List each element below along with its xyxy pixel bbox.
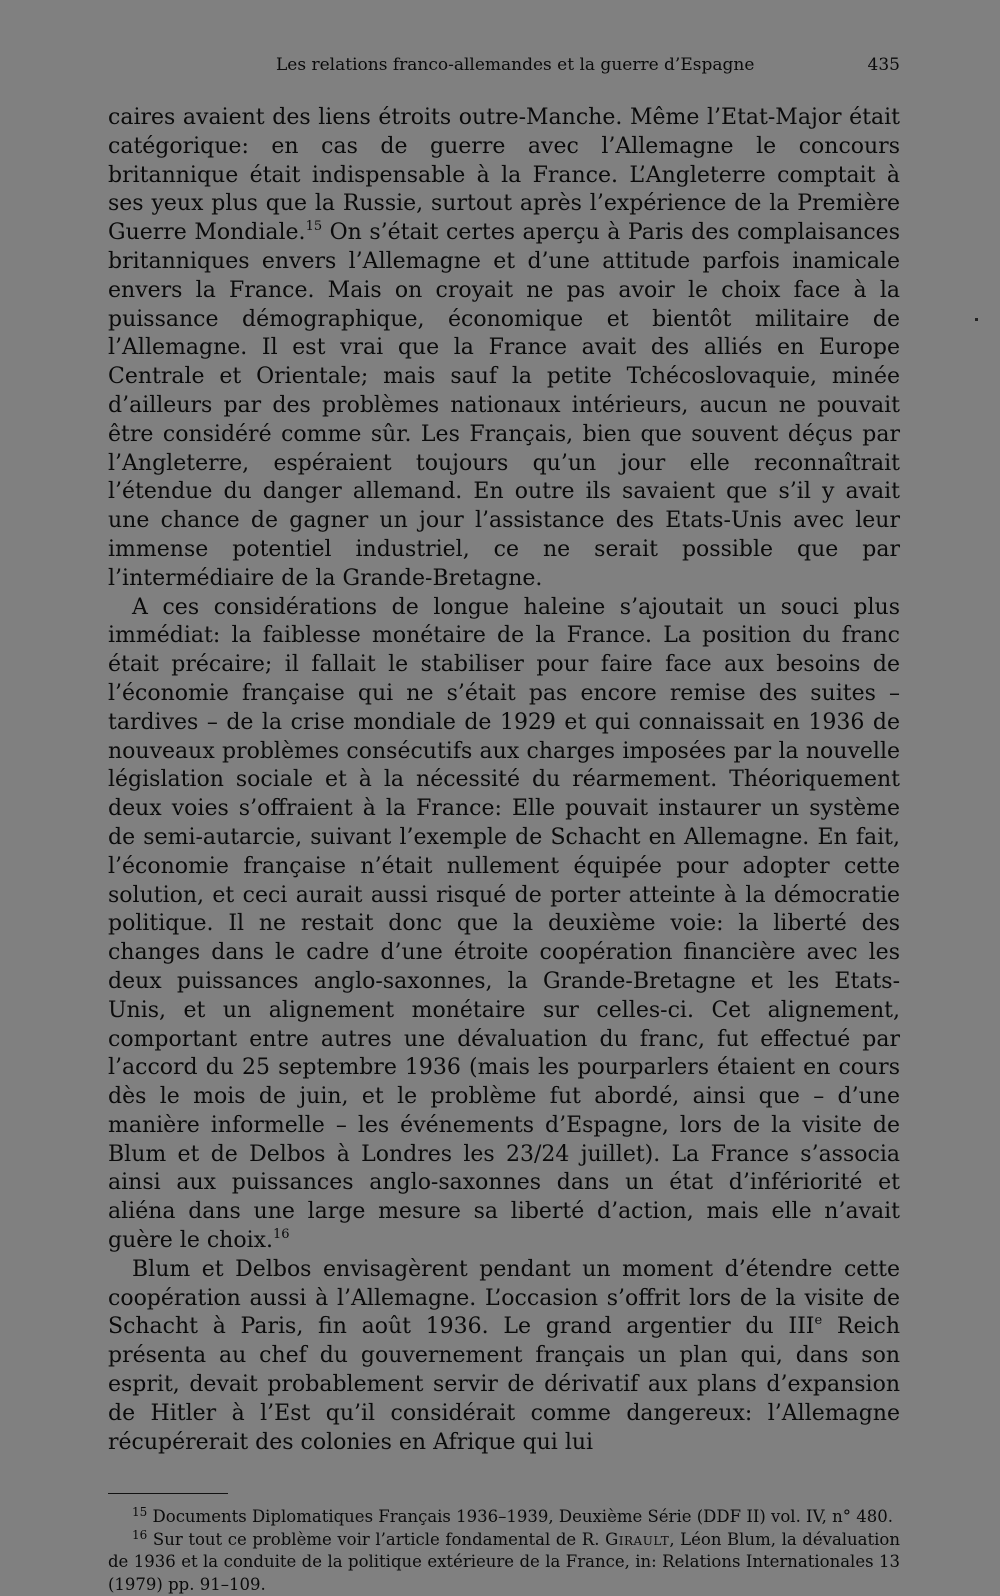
paragraph-2 bbox=[108, 594, 900, 1256]
footnote-ref-16[interactable]: 16 bbox=[273, 1227, 290, 1243]
paragraph-2-text: A ces considérations de longue haleine s’ajoutait un souci plus immédiat: la faiblesse monétaire de la France. La position du franc était précaire; il fallait le stabiliser pour faire face aux besoins de l’économie française qui ne s’était pas encore remise des suites – tardives – de la crise mondiale de 1929 et qui connaissait en 1936 de nouveaux problèmes consécutifs aux charges imposées par la nouvelle législation sociale et à la nécessité du réarmement. Théoriquement deux voies s’offraient à la France: Elle pouvait instaurer un système de semi-autarcie, suivant l’exemple de Schacht en Allemagne. En fait, l’économie française n’était nullement équipée pour adopter cette solution, et ceci aurait aussi risqué de porter atteinte à la démocratie politique. Il ne restait donc que la deuxième voie: la liberté des changes dans le cadre d’une étroite coopération financière avec les deux puissances anglo-saxonnes, la Grande-Bretagne et les Etats-Unis, et un alignement monétaire sur celles-ci. Cet alignement, comportant entre autres une dévaluation du franc, fut effectué par l’accord du 25 septembre 1936 (mais les pourparlers étaient en cours dès le mois de juin, et le problème fut abordé, ainsi que – d’une manière informelle – les événements d’Espagne, lors de la visite de Blum et de Delbos à Londres les 23/24 juillet). La France s’associa ainsi aux puissances anglo-saxonnes dans un état d’infériorité et aliéna dans une large mesure sa liberté d’action, mais elle n’avait guère le choix. bbox=[108, 594, 900, 1254]
footnote-author: Girault bbox=[605, 1529, 670, 1549]
footnote-separator bbox=[108, 1493, 228, 1494]
footnote-ref-15[interactable]: 15 bbox=[305, 219, 323, 235]
paragraph-3-text-a: Blum et Delbos envisagèrent pendant un moment d’étendre cette coopération aussi à l’Allemagne. L’occasion s’offrit lors de la visite de Schacht à Paris, fin août 1936. Le grand argentier du III bbox=[108, 1256, 900, 1340]
running-header bbox=[108, 52, 900, 82]
footnote-text: Documents Diplomatiques Français 1936–1939, Deuxième Série (DDF II) vol. IV, n° 480. bbox=[152, 1507, 893, 1527]
footnote-number: 15 bbox=[132, 1505, 148, 1520]
footnote-text-a: Sur tout ce problème voir l’article fondamental de R. bbox=[152, 1529, 606, 1549]
footnote-15 bbox=[108, 1506, 900, 1529]
footnote-text-b: , Léon Blum, la dévaluation de 1936 et la conduite de la politique extérieure de la France, in: Relations Internationales 13 (1979) pp. 91–109. bbox=[108, 1529, 900, 1594]
document-page bbox=[108, 52, 900, 1596]
paragraph-1-text-b: On s’était certes aperçu à Paris des complaisances britanniques envers l’Allemagne et d’une attitude parfois inamicale envers la France. Mais on croyait ne pas avoir le choix face à la puissance démographique, économique et bientôt militaire de l’Allemagne. Il est vrai que la France avait des alliés en Europe Centrale et Orientale; mais sauf la petite Tchécoslovaquie, minée d’ailleurs par des problèmes nationaux intérieurs, aucun ne pouvait être considéré comme sûr. Les Français, bien que souvent déçus par l’Angleterre, espéraient toujours qu’un jour elle reconnaîtrait l’étendue du danger allemand. En outre ils savaient que s’il y avait une chance de gagner un jour l’assistance des Etats-Unis avec leur immense potentiel industriel, ce ne serait possible que par l’intermédiaire de la Grande-Bretagne. bbox=[108, 220, 900, 591]
footnote-number: 16 bbox=[132, 1527, 148, 1542]
paragraph-1-text-a: caires avaient des liens étroits outre-Manche. Même l’Etat-Major était catégorique: en cas de guerre avec l’Allemagne le concours britannique était indispensable à la France. L’Angleterre comptait à ses yeux plus que la Russie, surtout après l’expérience de la Première Guerre Mondiale. bbox=[108, 105, 900, 246]
scan-speck bbox=[975, 318, 978, 321]
running-title: Les relations franco-allemandes et la guerre d’Espagne bbox=[276, 55, 755, 75]
paragraph-3-text-b: Reich présenta au chef du gouvernement français un plan qui, dans son esprit, devait probablement servir de dérivatif aux plans d’expansion de Hitler à l’Est qu’il considérait comme dangereux: l’Allemagne récupérerait des colonies en Afrique qui lui bbox=[108, 1314, 900, 1455]
page-number: 435 bbox=[867, 55, 900, 75]
paragraph-3 bbox=[108, 1256, 900, 1458]
paragraph-1 bbox=[108, 104, 900, 594]
footnotes bbox=[108, 1506, 900, 1596]
superscript-e: e bbox=[814, 1313, 823, 1329]
footnote-16 bbox=[108, 1529, 900, 1596]
body-text bbox=[108, 104, 900, 1457]
